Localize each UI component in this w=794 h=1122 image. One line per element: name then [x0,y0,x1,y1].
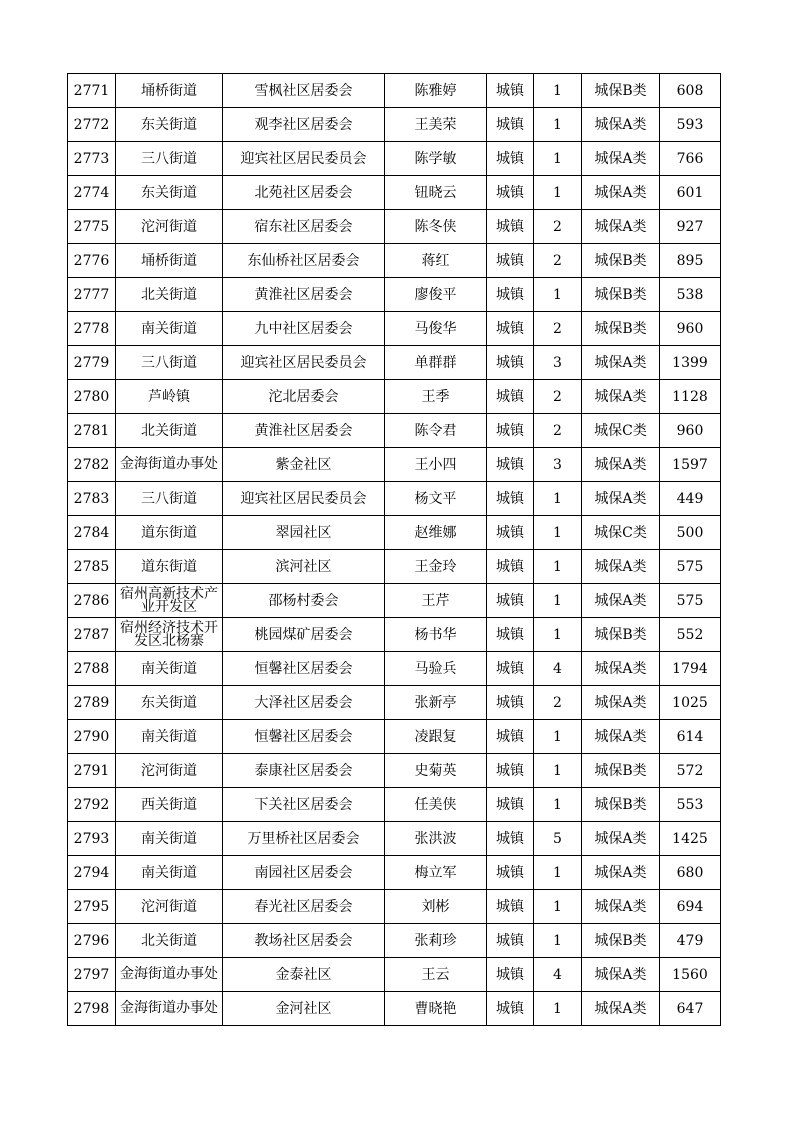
category-cell: 城保A类 [582,992,660,1026]
street-cell: 三八街道 [116,346,223,380]
table-row [68,550,721,584]
category-cell: 城保A类 [582,176,660,210]
area-cell: 城镇 [487,992,534,1026]
row-number: 2783 [68,482,116,516]
area-cell: 城镇 [487,210,534,244]
row-number: 2797 [68,958,116,992]
community-cell: 东仙桥社区居委会 [223,244,385,278]
household-count-cell: 2 [534,312,582,346]
category-cell: 城保A类 [582,652,660,686]
community-cell: 迎宾社区居民委员会 [223,346,385,380]
amount-cell: 1128 [660,380,721,414]
category-cell: 城保A类 [582,720,660,754]
name-cell: 王金玲 [385,550,487,584]
amount-cell: 575 [660,550,721,584]
household-count-cell: 1 [534,584,582,618]
amount-cell: 680 [660,856,721,890]
row-number: 2790 [68,720,116,754]
community-cell: 紫金社区 [223,448,385,482]
category-cell: 城保A类 [582,482,660,516]
community-cell: 北苑社区居委会 [223,176,385,210]
household-count-cell: 1 [534,856,582,890]
row-number: 2779 [68,346,116,380]
amount-cell: 575 [660,584,721,618]
table-row [68,108,721,142]
category-cell: 城保C类 [582,516,660,550]
category-cell: 城保A类 [582,210,660,244]
street-cell: 宿州高新技术产业开发区 [116,584,223,618]
area-cell: 城镇 [487,74,534,108]
category-cell: 城保B类 [582,312,660,346]
row-number: 2773 [68,142,116,176]
table-row [68,414,721,448]
name-cell: 钮晓云 [385,176,487,210]
amount-cell: 538 [660,278,721,312]
household-count-cell: 1 [534,108,582,142]
category-cell: 城保B类 [582,788,660,822]
row-number: 2777 [68,278,116,312]
name-cell: 陈令君 [385,414,487,448]
row-number: 2780 [68,380,116,414]
area-cell: 城镇 [487,448,534,482]
community-cell: 恒馨社区居委会 [223,720,385,754]
street-cell: 南关街道 [116,720,223,754]
area-cell: 城镇 [487,312,534,346]
row-number: 2798 [68,992,116,1026]
household-count-cell: 1 [534,142,582,176]
name-cell: 梅立军 [385,856,487,890]
community-cell: 邵杨村委会 [223,584,385,618]
area-cell: 城镇 [487,414,534,448]
name-cell: 单群群 [385,346,487,380]
table-row [68,856,721,890]
amount-cell: 449 [660,482,721,516]
category-cell: 城保B类 [582,244,660,278]
category-cell: 城保A类 [582,686,660,720]
street-cell: 宿州经济技术开发区北杨寨 [116,618,223,652]
row-number: 2796 [68,924,116,958]
category-cell: 城保A类 [582,346,660,380]
community-cell: 下关社区居委会 [223,788,385,822]
street-cell: 道东街道 [116,550,223,584]
household-count-cell: 1 [534,74,582,108]
name-cell: 王云 [385,958,487,992]
category-cell: 城保A类 [582,380,660,414]
street-cell: 东关街道 [116,108,223,142]
community-cell: 雪枫社区居委会 [223,74,385,108]
area-cell: 城镇 [487,176,534,210]
name-cell: 赵维娜 [385,516,487,550]
amount-cell: 1597 [660,448,721,482]
area-cell: 城镇 [487,788,534,822]
name-cell: 杨文平 [385,482,487,516]
community-cell: 宿东社区居委会 [223,210,385,244]
row-number: 2791 [68,754,116,788]
community-cell: 金泰社区 [223,958,385,992]
street-cell: 南关街道 [116,652,223,686]
household-count-cell: 3 [534,346,582,380]
street-cell: 埇桥街道 [116,244,223,278]
community-cell: 教场社区居委会 [223,924,385,958]
area-cell: 城镇 [487,686,534,720]
category-cell: 城保B类 [582,74,660,108]
amount-cell: 500 [660,516,721,550]
community-cell: 桃园煤矿居委会 [223,618,385,652]
household-count-cell: 1 [534,720,582,754]
household-count-cell: 2 [534,244,582,278]
street-cell: 西关街道 [116,788,223,822]
amount-cell: 593 [660,108,721,142]
household-count-cell: 1 [534,754,582,788]
category-cell: 城保A类 [582,550,660,584]
table-row [68,380,721,414]
name-cell: 刘彬 [385,890,487,924]
row-number: 2771 [68,74,116,108]
name-cell: 张洪波 [385,822,487,856]
row-number: 2781 [68,414,116,448]
table-body [68,74,721,1026]
row-number: 2795 [68,890,116,924]
household-count-cell: 1 [534,788,582,822]
household-count-cell: 2 [534,686,582,720]
area-cell: 城镇 [487,618,534,652]
community-cell: 翠园社区 [223,516,385,550]
table-row [68,652,721,686]
street-cell: 南关街道 [116,856,223,890]
street-cell: 北关街道 [116,414,223,448]
street-cell: 芦岭镇 [116,380,223,414]
table-row [68,992,721,1026]
table-row [68,176,721,210]
amount-cell: 895 [660,244,721,278]
category-cell: 城保B类 [582,754,660,788]
household-count-cell: 1 [534,924,582,958]
row-number: 2787 [68,618,116,652]
area-cell: 城镇 [487,244,534,278]
amount-cell: 552 [660,618,721,652]
household-count-cell: 1 [534,482,582,516]
area-cell: 城镇 [487,856,534,890]
name-cell: 杨书华 [385,618,487,652]
name-cell: 任美侠 [385,788,487,822]
street-cell: 道东街道 [116,516,223,550]
street-cell: 三八街道 [116,482,223,516]
name-cell: 张新亭 [385,686,487,720]
community-cell: 春光社区居委会 [223,890,385,924]
area-cell: 城镇 [487,380,534,414]
area-cell: 城镇 [487,346,534,380]
name-cell: 王小四 [385,448,487,482]
table-row [68,924,721,958]
row-number: 2794 [68,856,116,890]
amount-cell: 1560 [660,958,721,992]
community-cell: 沱北居委会 [223,380,385,414]
table-row [68,482,721,516]
household-count-cell: 1 [534,618,582,652]
household-count-cell: 1 [534,890,582,924]
table-row [68,754,721,788]
row-number: 2776 [68,244,116,278]
area-cell: 城镇 [487,890,534,924]
name-cell: 陈学敏 [385,142,487,176]
name-cell: 史菊英 [385,754,487,788]
name-cell: 廖俊平 [385,278,487,312]
name-cell: 陈冬侠 [385,210,487,244]
row-number: 2788 [68,652,116,686]
category-cell: 城保A类 [582,890,660,924]
area-cell: 城镇 [487,720,534,754]
table-row [68,890,721,924]
name-cell: 蒋红 [385,244,487,278]
name-cell: 陈雅婷 [385,74,487,108]
household-count-cell: 2 [534,380,582,414]
category-cell: 城保B类 [582,278,660,312]
household-count-cell: 1 [534,550,582,584]
row-number: 2793 [68,822,116,856]
community-cell: 迎宾社区居民委员会 [223,482,385,516]
community-cell: 万里桥社区居委会 [223,822,385,856]
category-cell: 城保A类 [582,584,660,618]
area-cell: 城镇 [487,822,534,856]
community-cell: 滨河社区 [223,550,385,584]
name-cell: 凌跟复 [385,720,487,754]
street-cell: 南关街道 [116,312,223,346]
street-cell: 沱河街道 [116,890,223,924]
amount-cell: 1025 [660,686,721,720]
household-count-cell: 1 [534,516,582,550]
household-count-cell: 5 [534,822,582,856]
community-cell: 泰康社区居委会 [223,754,385,788]
category-cell: 城保C类 [582,414,660,448]
amount-cell: 614 [660,720,721,754]
street-cell: 北关街道 [116,924,223,958]
name-cell: 王美荣 [385,108,487,142]
household-count-cell: 1 [534,278,582,312]
street-cell: 金海街道办事处 [116,448,223,482]
community-cell: 南园社区居委会 [223,856,385,890]
amount-cell: 960 [660,312,721,346]
category-cell: 城保B类 [582,924,660,958]
street-cell: 东关街道 [116,686,223,720]
area-cell: 城镇 [487,958,534,992]
category-cell: 城保A类 [582,822,660,856]
street-cell: 金海街道办事处 [116,958,223,992]
table-row [68,74,721,108]
amount-cell: 1794 [660,652,721,686]
amount-cell: 694 [660,890,721,924]
amount-cell: 479 [660,924,721,958]
table-row [68,958,721,992]
household-count-cell: 1 [534,176,582,210]
community-cell: 观李社区居委会 [223,108,385,142]
street-cell: 北关街道 [116,278,223,312]
household-count-cell: 2 [534,414,582,448]
street-cell: 南关街道 [116,822,223,856]
name-cell: 马俊华 [385,312,487,346]
category-cell: 城保A类 [582,108,660,142]
category-cell: 城保A类 [582,142,660,176]
area-cell: 城镇 [487,550,534,584]
row-number: 2784 [68,516,116,550]
category-cell: 城保A类 [582,448,660,482]
street-cell: 沱河街道 [116,754,223,788]
beneficiary-table [67,73,721,1026]
name-cell: 王芹 [385,584,487,618]
household-count-cell: 3 [534,448,582,482]
category-cell: 城保A类 [582,958,660,992]
name-cell: 曹晓艳 [385,992,487,1026]
area-cell: 城镇 [487,652,534,686]
amount-cell: 553 [660,788,721,822]
name-cell: 张莉珍 [385,924,487,958]
household-count-cell: 4 [534,958,582,992]
name-cell: 王季 [385,380,487,414]
table-row [68,278,721,312]
table-row [68,788,721,822]
community-cell: 黄淮社区居委会 [223,278,385,312]
amount-cell: 647 [660,992,721,1026]
amount-cell: 601 [660,176,721,210]
household-count-cell: 2 [534,210,582,244]
table-row [68,142,721,176]
category-cell: 城保A类 [582,856,660,890]
community-cell: 恒馨社区居委会 [223,652,385,686]
street-cell: 三八街道 [116,142,223,176]
amount-cell: 608 [660,74,721,108]
household-count-cell: 4 [534,652,582,686]
name-cell: 马验兵 [385,652,487,686]
amount-cell: 960 [660,414,721,448]
row-number: 2782 [68,448,116,482]
table-row [68,210,721,244]
area-cell: 城镇 [487,142,534,176]
area-cell: 城镇 [487,924,534,958]
row-number: 2778 [68,312,116,346]
area-cell: 城镇 [487,584,534,618]
community-cell: 黄淮社区居委会 [223,414,385,448]
table-row [68,244,721,278]
amount-cell: 927 [660,210,721,244]
table-row [68,516,721,550]
table-row [68,686,721,720]
row-number: 2786 [68,584,116,618]
table-row [68,448,721,482]
area-cell: 城镇 [487,482,534,516]
table-row [68,312,721,346]
amount-cell: 766 [660,142,721,176]
table-row [68,346,721,380]
row-number: 2792 [68,788,116,822]
community-cell: 金河社区 [223,992,385,1026]
community-cell: 大泽社区居委会 [223,686,385,720]
table-row [68,720,721,754]
street-cell: 东关街道 [116,176,223,210]
table-row [68,618,721,652]
table-row [68,822,721,856]
area-cell: 城镇 [487,108,534,142]
row-number: 2789 [68,686,116,720]
community-cell: 迎宾社区居民委员会 [223,142,385,176]
household-count-cell: 1 [534,992,582,1026]
amount-cell: 572 [660,754,721,788]
street-cell: 埇桥街道 [116,74,223,108]
amount-cell: 1399 [660,346,721,380]
row-number: 2774 [68,176,116,210]
row-number: 2775 [68,210,116,244]
amount-cell: 1425 [660,822,721,856]
street-cell: 金海街道办事处 [116,992,223,1026]
table-row [68,584,721,618]
area-cell: 城镇 [487,278,534,312]
area-cell: 城镇 [487,754,534,788]
street-cell: 沱河街道 [116,210,223,244]
community-cell: 九中社区居委会 [223,312,385,346]
row-number: 2772 [68,108,116,142]
area-cell: 城镇 [487,516,534,550]
row-number: 2785 [68,550,116,584]
category-cell: 城保B类 [582,618,660,652]
